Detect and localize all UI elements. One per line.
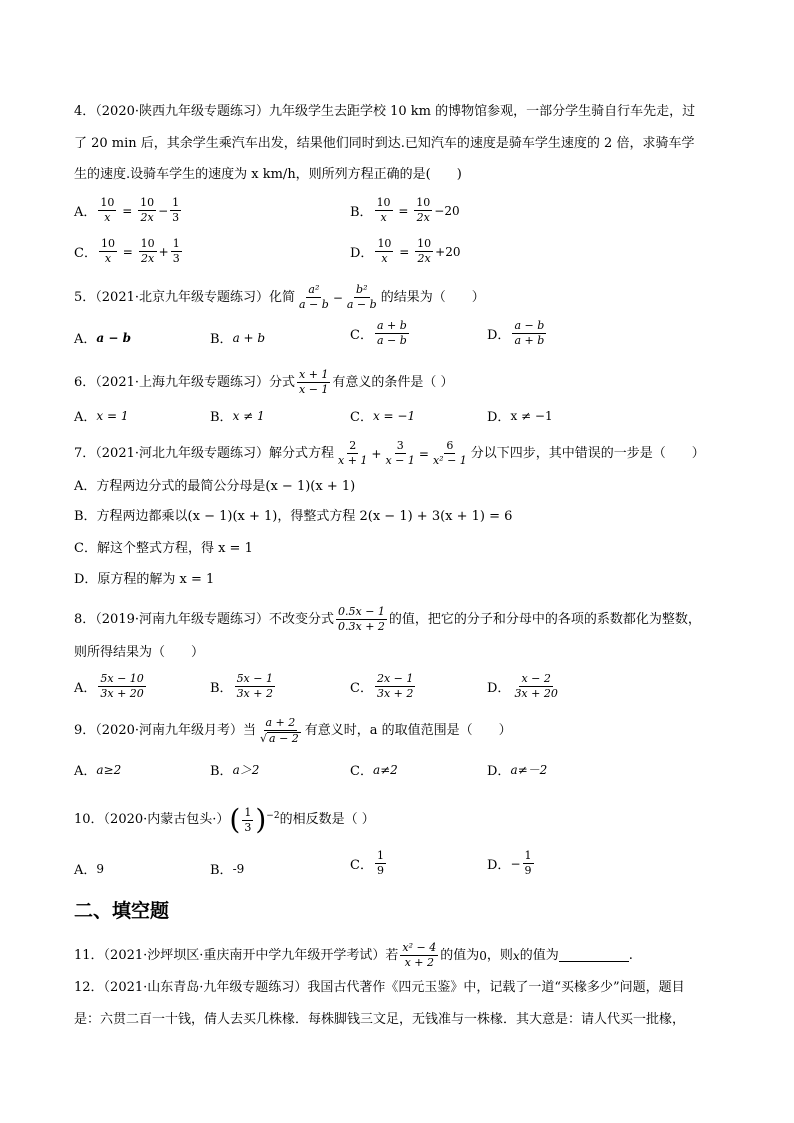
q6-option-a[interactable] (74, 406, 128, 425)
option-text: x = 1 (96, 408, 129, 423)
operator: = (418, 446, 429, 461)
option-label: D． (487, 410, 511, 425)
denominator: a + b (514, 334, 545, 347)
denominator: 2x (417, 252, 431, 265)
option-label: D． (350, 246, 374, 261)
denominator: 0.3x + 2 (338, 620, 385, 633)
numerator: 10 (376, 196, 391, 209)
fraction (414, 197, 432, 224)
option-text: x = −1 (372, 408, 416, 423)
q11-text-mid: 的值为 (440, 947, 480, 963)
numerator: 10 (417, 237, 432, 250)
fraction (99, 238, 117, 265)
fraction (431, 440, 469, 467)
fraction (512, 673, 559, 700)
operator: + (435, 244, 446, 259)
option-label: B． (210, 332, 233, 347)
operator: − (434, 203, 445, 218)
q8-option-c[interactable] (350, 673, 417, 700)
option-label: C． (350, 764, 373, 779)
q9-option-b[interactable] (210, 760, 259, 779)
operator: − (158, 203, 169, 218)
section-heading: 二、填空题 (74, 900, 170, 922)
denominator: 9 (524, 864, 532, 877)
q5-option-d[interactable] (487, 320, 548, 347)
radicand: a − 2 (269, 732, 299, 745)
denominator: x (380, 211, 387, 224)
option-label: A． (74, 681, 97, 696)
option-label: D． (487, 764, 511, 779)
q8-stem (74, 606, 701, 633)
q9-text-pre: 9．（2020·河南九年级月考）当 (74, 723, 256, 738)
numerator: 10 (100, 196, 115, 209)
denominator: a − b (299, 298, 329, 311)
option-text: a＞2 (232, 763, 260, 777)
option-label: C． (350, 328, 373, 343)
fraction (415, 238, 433, 265)
fraction (336, 440, 369, 467)
q8-text-pre: 8．（2019·河南九年级专题练习）不改变分式 (74, 611, 334, 627)
q5-stem (74, 284, 485, 311)
numerator: b² (356, 283, 368, 296)
numerator: 0.5x − 1 (338, 605, 385, 618)
q9-option-c[interactable] (350, 760, 398, 779)
q11-stem (74, 942, 633, 969)
numerator: 6 (446, 439, 454, 452)
denominator: a − b (376, 334, 407, 347)
q7-text-post: 分以下四步，其中错误的一步是（ ） (470, 445, 705, 461)
denominator: 3 (172, 211, 180, 224)
option-label: A． (74, 764, 97, 779)
denominator: 9 (376, 864, 384, 877)
q9-stem (74, 717, 512, 745)
q4-line-3: 生的速度.设骑车学生的速度为 x km/h，则所列方程正确的是( ) (74, 167, 462, 182)
q5-option-b[interactable] (210, 328, 265, 347)
numerator: 5x − 1 (236, 672, 273, 685)
option-label: A． (74, 410, 97, 425)
denominator: x (381, 252, 388, 265)
fraction (297, 284, 331, 311)
option-text: -9 (232, 861, 245, 876)
q10-option-c[interactable] (350, 850, 388, 877)
operator: + (158, 244, 169, 259)
option-label: D． (487, 858, 511, 873)
option-text: a − b (96, 330, 131, 345)
fraction (235, 673, 275, 700)
numerator: a + 2 (265, 716, 296, 729)
denominator: a − b (346, 298, 377, 311)
option-label: C． (350, 410, 373, 425)
q7-text-pre: 7．（2021·河北九年级专题练习）解分式方程 (74, 445, 334, 461)
numerator: 1 (172, 196, 180, 209)
operator: + (371, 446, 382, 461)
q8-option-b[interactable] (210, 673, 277, 700)
constant: 20 (445, 244, 461, 259)
option-label: C． (350, 858, 373, 873)
option-label: B． (350, 205, 373, 220)
denominator: 3 (244, 820, 252, 834)
q8-text-post: 的值，把它的分子和分母中的各项的系数都化为整数， (388, 611, 701, 627)
fraction (336, 606, 387, 633)
value-zero: 0 (479, 948, 487, 963)
fraction (297, 369, 330, 396)
option-text: a≥2 (96, 762, 122, 777)
numerator: 5x − 10 (100, 672, 144, 685)
q7-option-d[interactable]: D．原方程的解为 x = 1 (74, 572, 215, 587)
numerator: x² − 4 (402, 941, 437, 954)
fraction (375, 197, 393, 224)
variable-x: x (512, 948, 520, 963)
q11-text-mid2: ，则 (486, 947, 513, 963)
fraction (98, 197, 116, 224)
denominator: 3x + 2 (376, 687, 414, 700)
numerator: 1 (376, 849, 384, 862)
numerator: a − b (514, 319, 545, 332)
left-paren: ( (229, 803, 241, 836)
q5-text-pre: 5．（2021·北京九年级专题练习）化简 (74, 289, 295, 305)
q7-option-a[interactable]: A．方程两边分式的最简公分母是(x − 1)(x + 1) (74, 479, 356, 494)
fraction (375, 850, 386, 877)
numerator: x + 1 (299, 368, 329, 381)
q4-option-d[interactable]: D． $\frac{10}{x}$ = $\frac{10}{2x}$ + 20 (350, 237, 461, 265)
fraction (375, 673, 415, 700)
q6-text-pre: 6．（2021·上海九年级专题练习）分式 (74, 374, 295, 390)
numerator: 2x − 1 (376, 672, 414, 685)
fraction (171, 238, 182, 265)
denominator: 3x + 20 (514, 687, 558, 700)
q7-option-b[interactable]: B．方程两边都乘以(x − 1)(x + 1)，得整式方程 2(x − 1) + 3(x + 1) = 6 (74, 509, 513, 524)
right-paren: ) (255, 803, 267, 836)
q5-option-a[interactable] (74, 328, 131, 347)
fraction (242, 807, 253, 834)
option-text: 9 (96, 861, 105, 876)
fraction (400, 942, 438, 969)
fraction (138, 197, 156, 224)
option-label: A． (74, 205, 97, 220)
q11-text-post: 的值为 (519, 947, 559, 963)
option-label: B． (210, 863, 233, 878)
q4-line-1: 4．（2020·陕西九年级专题练习）九年级学生去距学校 10 km 的博物馆参观，一部分学生骑自行车先走，过 (74, 104, 696, 119)
numerator: 10 (416, 196, 431, 209)
q10-option-a[interactable] (74, 859, 104, 878)
denominator: 2x (141, 252, 155, 265)
q10-option-d[interactable] (487, 850, 536, 877)
option-text: a≠－2 (510, 763, 548, 777)
q4-option-c[interactable]: C． $\frac{10}{x}$ = $\frac{10}{2x}$ + $\frac{1}{3}$ (74, 237, 180, 265)
numerator: 10 (140, 237, 155, 250)
option-label: C． (350, 681, 373, 696)
q10-option-b[interactable] (210, 859, 244, 878)
numerator: x − 2 (521, 672, 551, 685)
numerator: 1 (172, 237, 180, 250)
q7-stem (74, 440, 705, 467)
numerator: 3 (396, 439, 404, 452)
denominator: 2x (416, 211, 430, 224)
numerator: 10 (100, 237, 115, 250)
q12-line-2: 是：六贯二百一十钱，倩人去买几株椽．每株脚钱三文足，无钱准与一株椽．其大意是：请人代买一批椽， (74, 1012, 686, 1027)
constant: 20 (444, 203, 460, 218)
numerator: 10 (377, 237, 392, 250)
fraction (258, 717, 303, 745)
denominator: x (104, 211, 111, 224)
denominator: x − 1 (299, 383, 329, 396)
q6-text-post: 有意义的条件是（ ） (332, 374, 454, 390)
numerator: 1 (524, 849, 532, 862)
q4-option-b[interactable]: B． $\frac{10}{x}$ = $\frac{10}{2x}$ − 20 (350, 196, 460, 224)
denominator: 2x (140, 211, 154, 224)
fraction (98, 673, 145, 700)
fraction (383, 440, 416, 467)
q6-option-c[interactable] (350, 406, 415, 425)
fraction (512, 320, 546, 347)
sign: − (510, 856, 521, 871)
option-text: a + b (232, 330, 266, 345)
numerator: 2 (349, 439, 357, 452)
option-text: a≠2 (372, 762, 398, 777)
q7-option-c[interactable]: C．解这个整式方程，得 x = 1 (74, 541, 253, 556)
option-text: x ≠ 1 (232, 408, 265, 423)
fraction (523, 850, 534, 877)
sqrt-symbol: √ a − 2 (260, 731, 299, 745)
q4-option-a[interactable]: A． $\frac{10}{x}$ = $\frac{10}{2x}$ − $\frac{1}{3}$ (74, 196, 180, 224)
q5-text-post: 的结果为（ ） (380, 289, 485, 305)
operator: − (332, 290, 343, 305)
q10-stem (74, 800, 375, 840)
q9-option-a[interactable] (74, 760, 121, 779)
q8-line-2: 则所得结果为（ ） (74, 645, 205, 660)
power-expression (229, 803, 280, 836)
q11-text-pre: 11．（2021·沙坪坝区·重庆南开中学九年级开学考试）若 (74, 947, 399, 963)
numerator: a + b (376, 319, 407, 332)
denominator: x + 2 (404, 956, 435, 969)
q12-line-1: 12．（2021·山东青岛·九年级专题练习）我国古代著作《四元玉鉴》中，记载了一道“买椽多少”问题，题目 (74, 980, 685, 995)
q9-option-d[interactable] (487, 760, 547, 779)
option-label: A． (74, 863, 97, 878)
q4-line-2: 了 20 min 后，其余学生乘汽车出发，结果他们同时到达.已知汽车的速度是骑车学生速度的 2 倍，求骑车学 (74, 136, 695, 151)
q5-option-c[interactable] (350, 320, 411, 347)
q8-option-a[interactable] (74, 673, 148, 700)
numerator: 1 (244, 805, 252, 819)
fraction (375, 238, 393, 265)
denominator: 3x + 2 (236, 687, 273, 700)
denominator: x² − 1 (432, 454, 467, 467)
q8-option-d[interactable] (487, 673, 562, 700)
answer-blank[interactable] (559, 949, 629, 962)
option-label: B． (210, 410, 233, 425)
exponent: −2 (266, 811, 280, 821)
q9-text-post: 有意义时，a 的取值范围是（ ） (304, 723, 512, 738)
denominator: x − 1 (385, 454, 415, 467)
q10-text-post: 的相反数是（ ） (279, 812, 375, 827)
option-label: D． (487, 328, 511, 343)
numerator: 10 (140, 196, 155, 209)
q6-option-b[interactable] (210, 406, 265, 425)
option-label: B． (210, 681, 233, 696)
option-label: C． (74, 246, 97, 261)
option-label: B． (210, 764, 233, 779)
option-text: x ≠ −1 (510, 408, 553, 423)
option-label: D． (487, 681, 511, 696)
fraction (139, 238, 157, 265)
numerator: a² (308, 283, 320, 296)
fraction (170, 197, 181, 224)
q10-text-pre: 10．（2020·内蒙古包头·） (74, 812, 230, 827)
denominator: x + 1 (338, 454, 368, 467)
fraction (345, 284, 379, 311)
denominator: 3 (172, 252, 180, 265)
option-label: A． (74, 332, 97, 347)
denominator (258, 731, 303, 745)
q6-stem (74, 369, 454, 396)
denominator: 3x + 20 (100, 687, 144, 700)
fraction (375, 320, 409, 347)
q6-option-d[interactable] (487, 406, 553, 425)
denominator: x (104, 252, 112, 265)
q11-end: . (628, 947, 633, 963)
